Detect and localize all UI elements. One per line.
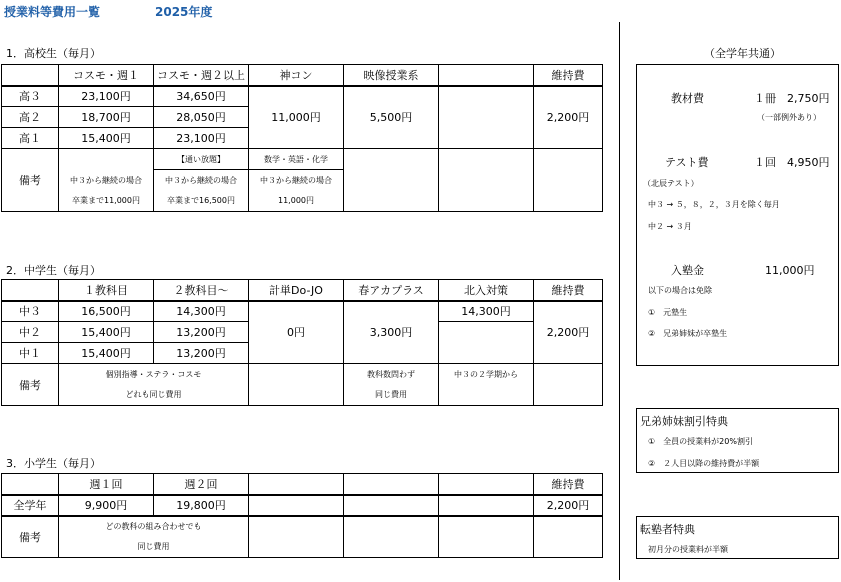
empty-cell [344, 516, 439, 558]
empty-cell [439, 86, 534, 149]
fee-cell: 15,400円 [59, 322, 154, 343]
header-cell: 週２回 [154, 474, 249, 495]
video-fee: 5,500円 [344, 86, 439, 149]
header-cell [2, 474, 59, 495]
header-cell [249, 474, 344, 495]
page-title: 授業料等費用一覧 [4, 5, 101, 19]
transfer-title: 転塾者特典 [640, 523, 695, 536]
fee-cell: 14,300円 [154, 301, 249, 322]
fee-cell: 13,200円 [154, 322, 249, 343]
note-text: 数学・英語・化学 [249, 149, 344, 170]
middle-school-table [1, 279, 603, 406]
maintenance-fee: 2,200円 [534, 301, 603, 364]
common-fees-box [636, 64, 839, 366]
empty-cell [439, 495, 534, 516]
empty-cell [344, 149, 439, 212]
empty-cell [534, 516, 603, 558]
fee-cell: 15,400円 [59, 128, 154, 149]
admission-exemption: ② 兄弟姉妹が卒塾生 [648, 329, 728, 338]
grade-cell: 高１ [2, 128, 59, 149]
header-cell: 神コン [249, 65, 344, 86]
maintenance-fee: 2,200円 [534, 86, 603, 149]
note-text: どれも同じ費用 [59, 385, 249, 406]
fee-cell: 13,200円 [154, 343, 249, 364]
high-school-heading: 1．高校生（毎月） [6, 47, 101, 60]
fee-cell: 16,500円 [59, 301, 154, 322]
transfer-item: 初月分の授業料が半額 [648, 545, 728, 554]
sibling-item: ① 全員の授業料が20%割引 [648, 437, 753, 446]
note-text: 同じ費用 [344, 385, 439, 406]
middle-school-heading: 2．中学生（毎月） [6, 264, 101, 277]
empty-cell [439, 516, 534, 558]
fee-cell: 19,800円 [154, 495, 249, 516]
note-text: 卒業まで16,500円 [154, 191, 249, 212]
note-text [59, 149, 154, 170]
fiscal-year: 2025年度 [155, 5, 213, 19]
fee-cell: 23,100円 [154, 128, 249, 149]
header-cell: 映像授業系 [344, 65, 439, 86]
haru-fee: 3,300円 [344, 301, 439, 364]
note-text: どの教科の組み合わせでも [59, 516, 249, 537]
textbook-label: 教材費 [671, 92, 704, 105]
vertical-divider [619, 22, 620, 580]
note-text: 卒業まで11,000円 [59, 191, 154, 212]
common-heading: （全学年共通） [704, 47, 781, 60]
empty-cell [249, 364, 344, 406]
note-label: 備考 [2, 364, 59, 406]
header-cell [2, 65, 59, 86]
fee-cell: 34,650円 [154, 86, 249, 107]
header-cell [344, 474, 439, 495]
header-cell [2, 280, 59, 301]
header-cell: 春アカプラス [344, 280, 439, 301]
grade-cell: 全学年 [2, 495, 59, 516]
fee-cell: 9,900円 [59, 495, 154, 516]
test-label: テスト費 [665, 156, 709, 169]
admission-label: 入塾金 [671, 264, 704, 277]
fee-cell: 23,100円 [59, 86, 154, 107]
note-label: 備考 [2, 149, 59, 212]
header-cell [439, 474, 534, 495]
high-school-table [1, 64, 603, 212]
note-text: 教科数問わず [344, 364, 439, 385]
textbook-unit: １冊 [754, 92, 776, 105]
empty-cell [439, 149, 534, 212]
note-text: 中３から継続の場合 [154, 170, 249, 191]
fee-cell: 28,050円 [154, 107, 249, 128]
header-cell: コスモ・週２以上 [154, 65, 249, 86]
header-cell: 週１回 [59, 474, 154, 495]
note-text: 中３の２学期から [439, 364, 534, 385]
fee-cell: 18,700円 [59, 107, 154, 128]
header-cell: 維持費 [534, 280, 603, 301]
empty-cell [249, 516, 344, 558]
note-text: 【通い放題】 [154, 149, 249, 170]
empty-cell [439, 322, 534, 364]
header-cell [439, 65, 534, 86]
header-cell: 計単Do-JO [249, 280, 344, 301]
grade-cell: 中１ [2, 343, 59, 364]
note-text: 中３から継続の場合 [249, 170, 344, 191]
note-text: 同じ費用 [59, 537, 249, 558]
dojo-fee: 0円 [249, 301, 344, 364]
header-cell: ２教科目～ [154, 280, 249, 301]
test-note: 中３ → ５，８，２，３月を除く毎月 [648, 200, 780, 209]
empty-cell [534, 149, 603, 212]
test-note: 中２ → ３月 [648, 222, 692, 231]
textbook-price: 2,750円 [787, 92, 830, 105]
note-label: 備考 [2, 516, 59, 558]
sibling-item: ② ２人目以降の維持費が半額 [648, 459, 760, 468]
test-note: （北辰テスト） [643, 179, 699, 188]
admission-exemption: ① 元塾生 [648, 308, 688, 317]
elementary-table [1, 473, 603, 558]
note-text [439, 385, 534, 406]
header-cell: 維持費 [534, 474, 603, 495]
sibling-discount-box [636, 408, 839, 473]
fee-cell: 15,400円 [59, 343, 154, 364]
empty-cell [249, 495, 344, 516]
note-text: 11,000円 [249, 191, 344, 212]
admission-price: 11,000円 [765, 264, 815, 277]
kamicon-fee: 11,000円 [249, 86, 344, 149]
sibling-title: 兄弟姉妹割引特典 [640, 415, 728, 428]
grade-cell: 中２ [2, 322, 59, 343]
test-price: 4,950円 [787, 156, 830, 169]
note-text: 個別指導・ステラ・コスモ [59, 364, 249, 385]
note-text: 中３から継続の場合 [59, 170, 154, 191]
kitanyu-fee: 14,300円 [439, 301, 534, 322]
admission-note: 以下の場合は免除 [648, 286, 712, 295]
transfer-benefit-box [636, 516, 839, 559]
elementary-heading: 3．小学生（毎月） [6, 457, 101, 470]
empty-cell [534, 364, 603, 406]
header-cell: コスモ・週１ [59, 65, 154, 86]
empty-cell [344, 495, 439, 516]
textbook-note: （一部例外あり） [757, 113, 821, 122]
header-cell: 北入対策 [439, 280, 534, 301]
maintenance-fee: 2,200円 [534, 495, 603, 516]
header-cell: １教科目 [59, 280, 154, 301]
test-unit: １回 [754, 156, 776, 169]
grade-cell: 高３ [2, 86, 59, 107]
header-cell: 維持費 [534, 65, 603, 86]
grade-cell: 高２ [2, 107, 59, 128]
grade-cell: 中３ [2, 301, 59, 322]
